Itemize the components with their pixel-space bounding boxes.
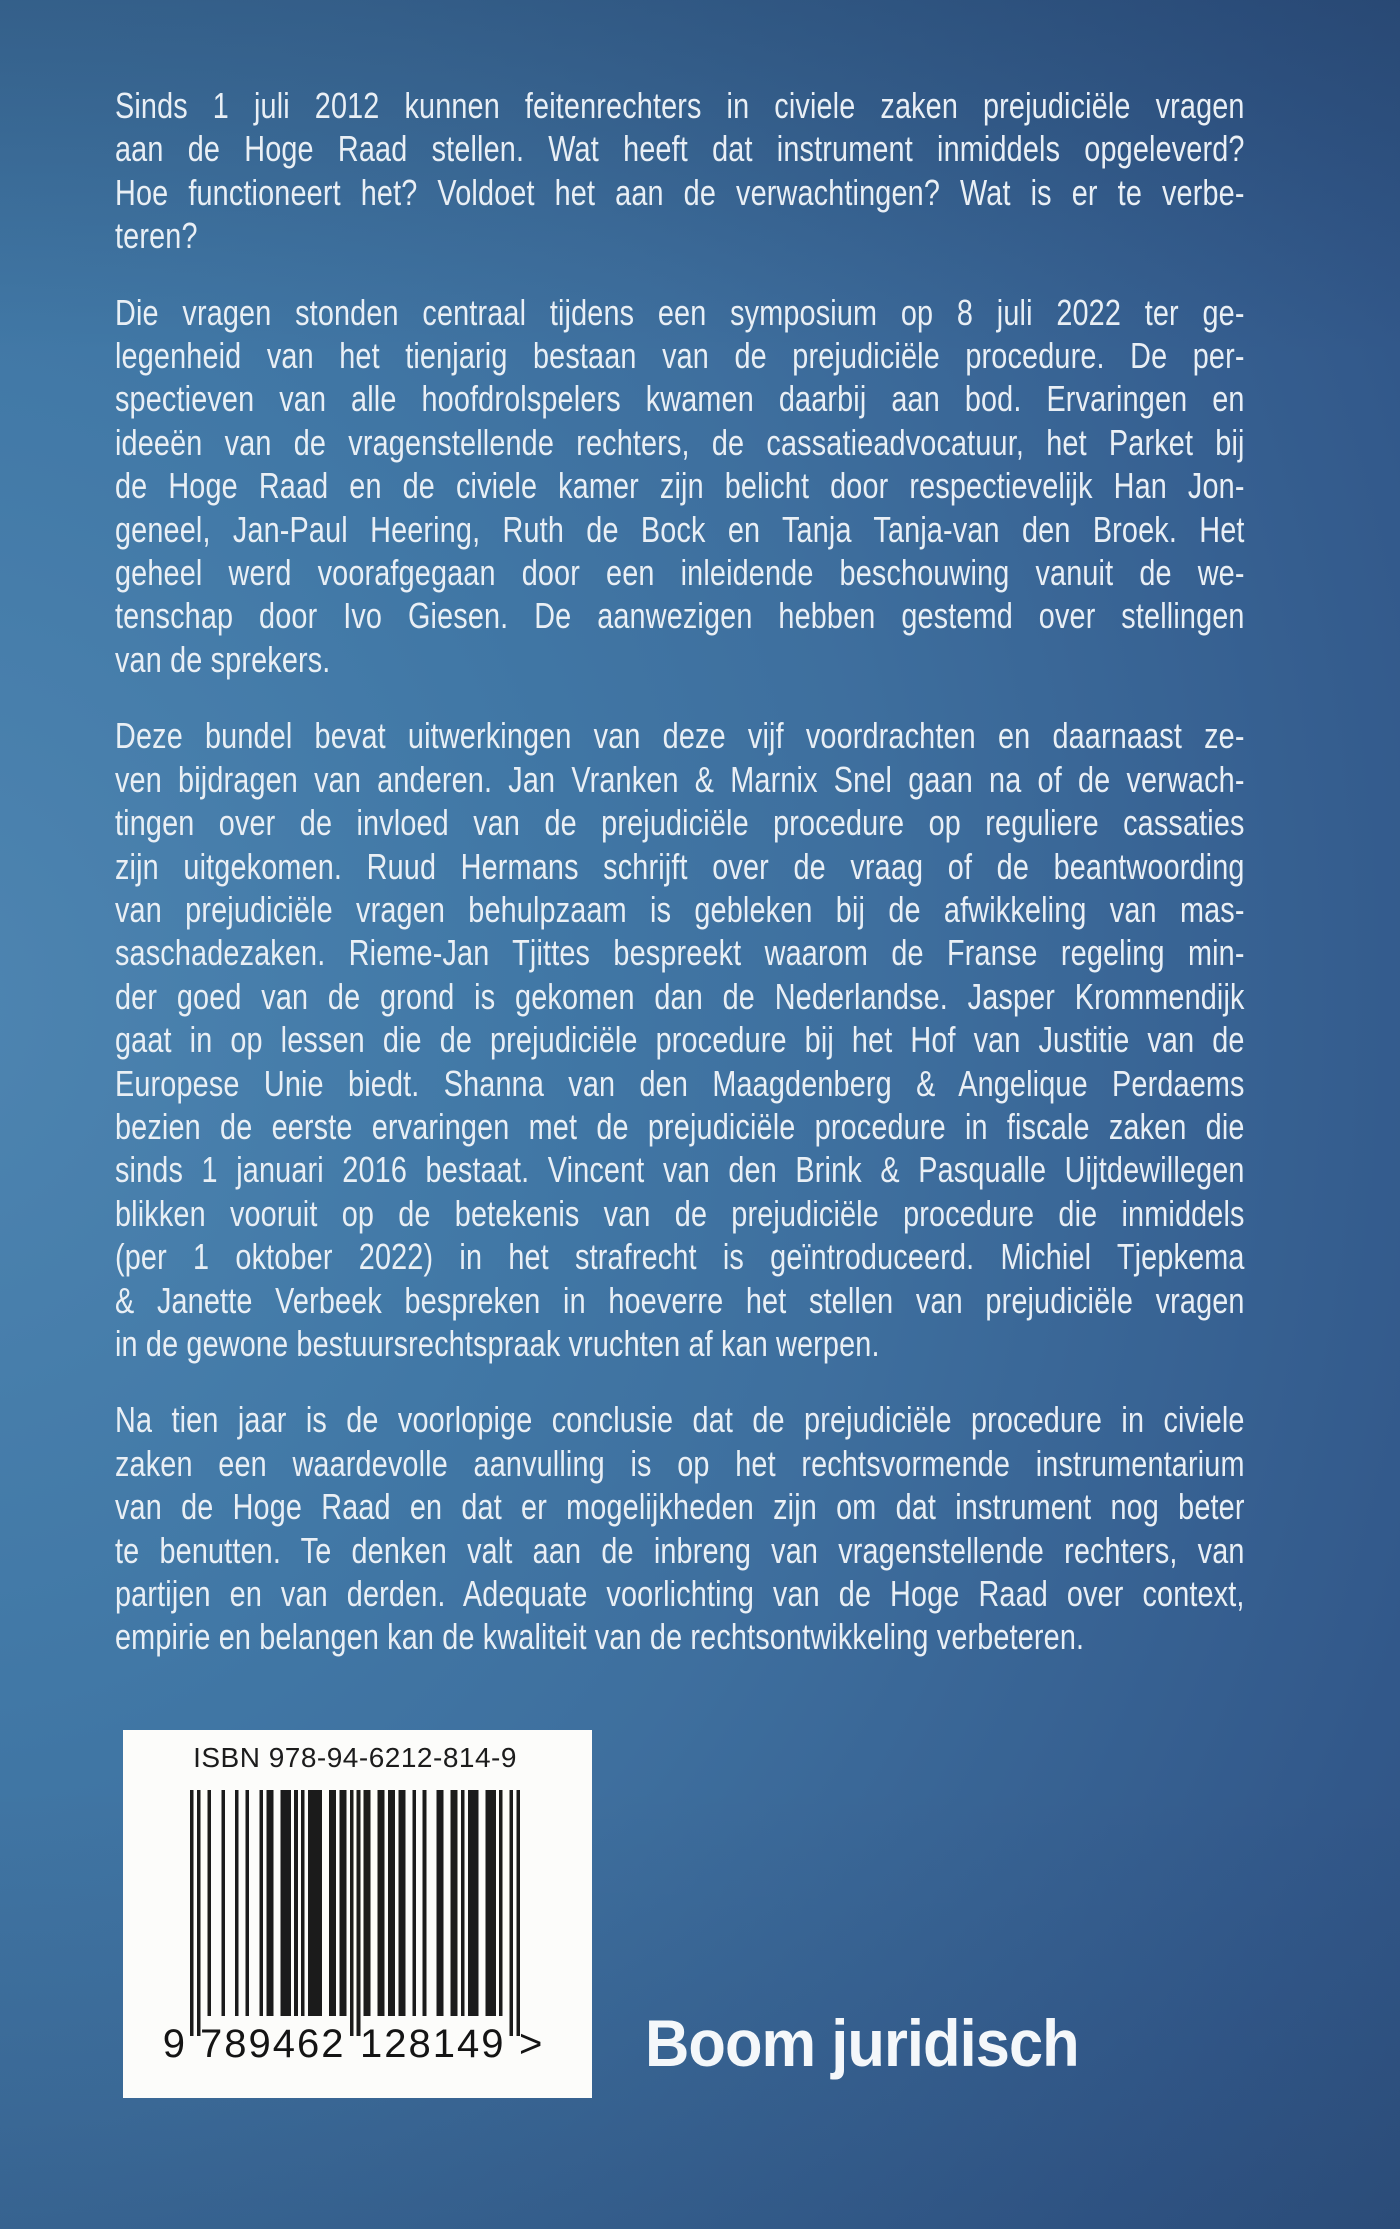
barcode-digits-right: 128149 xyxy=(360,2022,506,2066)
text-line: zijn uitgekomen. Ruud Hermans schrijft over de vraag of de beantwoording xyxy=(115,845,1245,887)
text-line: der goed van de grond is gekomen dan de Nederlandse. Jasper Krommendijk xyxy=(115,975,1245,1017)
text-line: tenschap door Ivo Giesen. De aanwezigen hebben gestemd over stellingen xyxy=(115,595,1245,637)
text-line: in de gewone bestuursrechtspraak vruchten af kan werpen. xyxy=(115,1322,880,1364)
text-line: van de sprekers. xyxy=(115,638,331,680)
text-line: legenheid van het tienjarig bestaan van de prejudiciële procedure. De per- xyxy=(115,335,1245,377)
text-line: sinds 1 januari 2016 bestaat. Vincent van den Brink & Pasqualle Uijtdewillegen xyxy=(115,1149,1245,1191)
text-line: empirie en belangen kan de kwaliteit van de rechtsontwikkeling verbeteren. xyxy=(115,1616,1085,1658)
text-line: blikken vooruit op de betekenis van de prejudiciële procedure die inmiddels xyxy=(115,1192,1245,1234)
text-line: Na tien jaar is de voorlopige conclusie dat de prejudiciële procedure in civiele xyxy=(115,1399,1245,1441)
barcode-digits-row xyxy=(123,2022,592,2072)
barcode-digits-left: 789462 xyxy=(200,2022,346,2066)
text-line: saschadezaken. Rieme-Jan Tjittes bespreekt waarom de Franse regeling min- xyxy=(115,932,1245,974)
barcode-digit-first: 9 xyxy=(162,2022,185,2066)
barcode-quiet-zone-symbol: > xyxy=(519,2022,543,2066)
isbn-barcode-box xyxy=(123,1730,592,2098)
text-line: (per 1 oktober 2022) in het strafrecht is geïntroduceerd. Michiel Tjepkema xyxy=(115,1236,1245,1278)
paragraph-4 xyxy=(115,1398,1245,1658)
paragraph-1 xyxy=(115,84,1245,258)
text-line: Die vragen stonden centraal tijdens een symposium op 8 juli 2022 ter ge- xyxy=(115,291,1245,333)
text-line: gaat in op lessen die de prejudiciële procedure bij het Hof van Justitie van de xyxy=(115,1019,1245,1061)
text-line: partijen en van derden. Adequate voorlichting van de Hoge Raad over context, xyxy=(115,1573,1245,1614)
text-line: geneel, Jan-Paul Heering, Ruth de Bock en Tanja Tanja-van den Broek. Het xyxy=(115,508,1245,550)
text-line: Sinds 1 juli 2012 kunnen feitenrechters in civiele zaken prejudiciële vragen xyxy=(115,85,1245,126)
paragraph-2 xyxy=(115,291,1245,682)
text-line: Hoe functioneert het? Voldoet het aan de verwachtingen? Wat is er te verbe- xyxy=(115,171,1245,213)
text-line: van prejudiciële vragen behulpzaam is gebleken bij de afwikkeling van mas- xyxy=(115,888,1245,930)
text-line: & Janette Verbeek bespreken in hoeverre het stellen van prejudiciële vragen xyxy=(115,1279,1245,1321)
text-line: aan de Hoge Raad stellen. Wat heeft dat instrument inmiddels opgeleverd? xyxy=(115,128,1245,170)
paragraph-3 xyxy=(115,714,1245,1365)
isbn-number: ISBN 978-94-6212-814-9 xyxy=(193,1742,517,1773)
text-line: tingen over de invloed van de prejudiciële procedure op reguliere cassaties xyxy=(115,802,1245,844)
text-line: Deze bundel bevat uitwerkingen van deze vijf voordrachten en daarnaast ze- xyxy=(115,715,1245,757)
text-line: spectieven van alle hoofdrolspelers kwamen daarbij aan bod. Ervaringen en xyxy=(115,378,1245,420)
text-line: ven bijdragen van anderen. Jan Vranken & Marnix Snel gaan na of de verwach- xyxy=(115,758,1245,800)
text-line: geheel werd voorafgegaan door een inleidende beschouwing vanuit de we- xyxy=(115,552,1245,594)
text-line: ideeën van de vragenstellende rechters, de cassatieadvocatuur, het Parket bij xyxy=(115,421,1245,463)
text-line: van de Hoge Raad en dat er mogelijkheden zijn om dat instrument nog beter xyxy=(115,1486,1245,1528)
ean13-barcode xyxy=(190,1790,520,2036)
publisher-logo: Boom juridisch xyxy=(645,2006,1079,2080)
text-line: teren? xyxy=(115,215,198,257)
blurb-text-block xyxy=(115,84,1245,1692)
text-line: bezien de eerste ervaringen met de prejudiciële procedure in fiscale zaken die xyxy=(115,1105,1245,1147)
text-line: te benutten. Te denken valt aan de inbreng van vragenstellende rechters, van xyxy=(115,1529,1245,1571)
text-line: de Hoge Raad en de civiele kamer zijn belicht door respectievelijk Han Jon- xyxy=(115,465,1245,507)
text-line: Europese Unie biedt. Shanna van den Maagdenberg & Angelique Perdaems xyxy=(115,1062,1245,1104)
text-line: zaken een waardevolle aanvulling is op het rechtsvormende instrumentarium xyxy=(115,1442,1245,1484)
